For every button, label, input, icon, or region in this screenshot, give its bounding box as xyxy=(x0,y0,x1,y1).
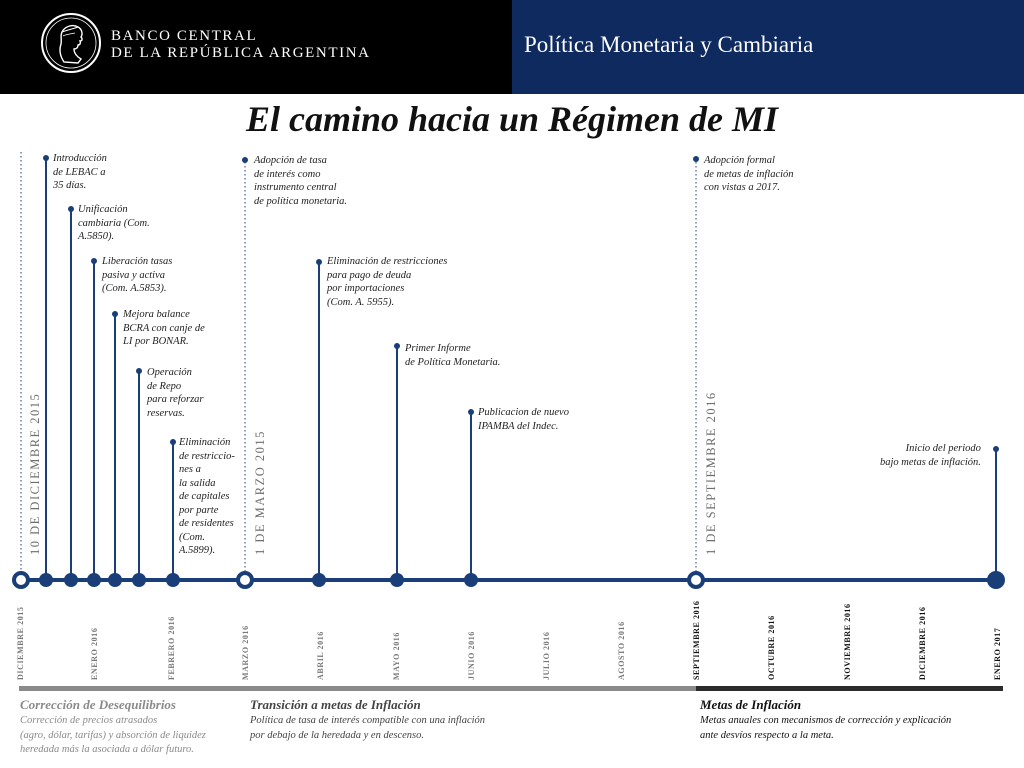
section-title: Política Monetaria y Cambiaria xyxy=(524,32,814,57)
node-march xyxy=(238,573,252,587)
node-start xyxy=(14,573,28,587)
event-label-4: Mejora balance BCRA con canje de LI por BONAR. xyxy=(123,309,205,347)
phase3-title: Metas de Inflación xyxy=(700,697,802,712)
node-e10 xyxy=(464,573,478,587)
top-dot-e11 xyxy=(693,156,699,162)
bank-name-line2: DE LA REPÚBLICA ARGENTINA xyxy=(111,45,371,61)
event-label-8: Eliminación de restricciones para pago de deuda por importaciones (Com. A. 5955). xyxy=(327,256,448,308)
node-e8 xyxy=(312,573,326,587)
phase3-description: Metas anuales con mecanismos de corrección y explicación ante desvíos respecto a la meta. xyxy=(700,715,952,741)
top-dot-e4 xyxy=(112,311,118,317)
node-e2 xyxy=(64,573,78,587)
phase1-description: Corrección de precios atrasados (agro, dólar, tarifas) y absorción de liquidez heredada más la asociada a dólar futuro. xyxy=(20,715,206,755)
event-label-2: Unificación cambiaria (Com. A.5850). xyxy=(78,204,150,242)
phase1-bar xyxy=(19,686,247,691)
top-dot-e9 xyxy=(394,343,400,349)
phase2-bar xyxy=(247,686,696,691)
month-label-5: ABRIL 2016 xyxy=(316,631,325,680)
event-label-3: Liberación tasas pasiva y activa (Com. A.5853). xyxy=(102,256,173,294)
month-label-7: JUNIO 2016 xyxy=(467,631,476,680)
node-e4 xyxy=(108,573,122,587)
month-label-2: ENERO 2016 xyxy=(90,627,99,680)
event-label-9: Primer Informe de Política Monetaria. xyxy=(405,343,501,368)
bank-name-line1: BANCO CENTRAL xyxy=(111,28,258,44)
month-label-8: JULIO 2016 xyxy=(542,631,551,680)
event-label-6: Eliminación de restriccio- nes a la salida de capitales por parte de residentes (Com. A.5899). xyxy=(179,437,235,556)
month-label-13: DICIEMBRE 2016 xyxy=(918,606,927,680)
node-e5 xyxy=(132,573,146,587)
phase3-bar xyxy=(696,686,1003,691)
month-label-4: MARZO 2016 xyxy=(241,625,250,680)
event-label-12: Inicio del periodo bajo metas de inflación. xyxy=(880,443,981,468)
node-e6 xyxy=(166,573,180,587)
node-e3 xyxy=(87,573,101,587)
top-dot-e12 xyxy=(993,446,999,452)
phase2-description: Política de tasa de interés compatible con una inflación por debajo de la heredada y en descenso. xyxy=(250,715,486,741)
month-label-12: NOVIEMBRE 2016 xyxy=(843,603,852,680)
key-date-1: 10 DE DICIEMBRE 2015 xyxy=(28,392,42,555)
top-dot-e7 xyxy=(242,157,248,163)
top-dot-e1 xyxy=(43,155,49,161)
month-label-11: OCTUBRE 2016 xyxy=(767,615,776,680)
event-label-11: Adopción formal de metas de inflación con vistas a 2017. xyxy=(704,155,794,193)
top-dot-e5 xyxy=(136,368,142,374)
top-dot-e3 xyxy=(91,258,97,264)
event-label-5: Operación de Repo para reforzar reservas. xyxy=(147,367,204,419)
node-e1 xyxy=(39,573,53,587)
node-end xyxy=(987,571,1005,589)
month-label-14: ENERO 2017 xyxy=(993,627,1002,680)
top-dot-e10 xyxy=(468,409,474,415)
month-label-10: SEPTIEMBRE 2016 xyxy=(692,600,701,680)
event-label-1: Introducción de LEBAC a 35 días. xyxy=(53,153,107,191)
month-label-9: AGOSTO 2016 xyxy=(617,621,626,680)
key-date-2: 1 DE MARZO 2015 xyxy=(253,430,267,555)
node-e9 xyxy=(390,573,404,587)
phase1-title: Corrección de Desequilibrios xyxy=(20,697,176,712)
key-date-3: 1 DE SEPTIEMBRE 2016 xyxy=(704,391,718,555)
top-dot-e6 xyxy=(170,439,176,445)
top-dot-e2 xyxy=(68,206,74,212)
phase2-title: Transición a metas de Inflación xyxy=(250,697,421,712)
month-label-1: DICIEMBRE 2015 xyxy=(16,606,25,680)
event-label-7: Adopción de tasa de interés como instrumento central de política monetaria. xyxy=(254,155,348,207)
top-dot-e8 xyxy=(316,259,322,265)
event-label-10: Publicacion de nuevo IPAMBA del Indec. xyxy=(478,407,569,432)
month-label-3: FEBRERO 2016 xyxy=(167,616,176,680)
node-september xyxy=(689,573,703,587)
month-label-6: MAYO 2016 xyxy=(392,632,401,680)
slide-title: El camino hacia un Régimen de MI xyxy=(245,99,779,139)
